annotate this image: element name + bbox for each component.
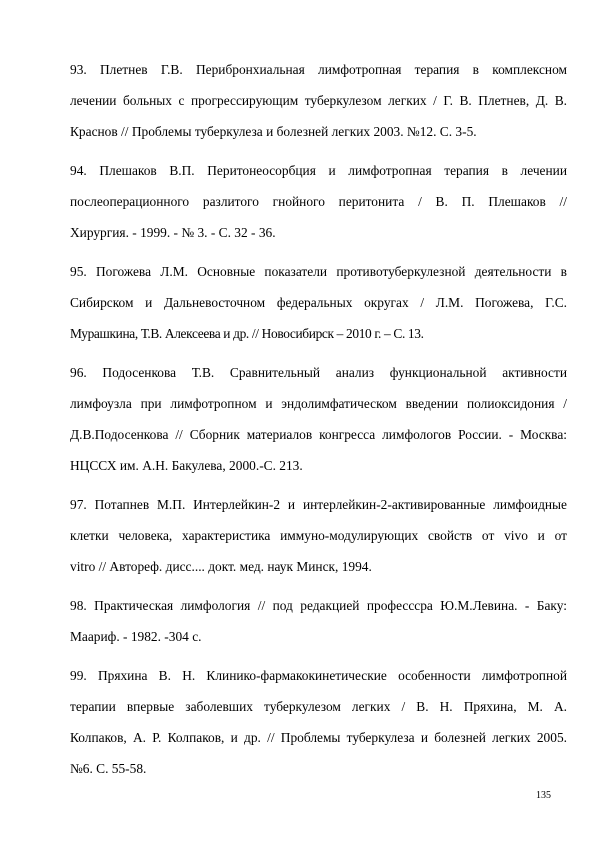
reference-line: Хирургия. - 1999. - № 3. - С. 32 - 36. xyxy=(70,225,276,240)
page-number: 135 xyxy=(536,790,551,801)
reference-line: Д.В.Подосенкова // Сборник материалов конгресса лимфологов России. - Москва: xyxy=(70,427,567,442)
reference-item-99 xyxy=(70,660,567,784)
reference-item-93 xyxy=(70,54,567,147)
reference-line: Маариф. - 1982. -304 с. xyxy=(70,629,202,644)
reference-line: 98. Практическая лимфология // под редакцией професссра Ю.М.Левина. - Баку: xyxy=(70,598,567,613)
reference-line: лимфоузла при лимфотропном и эндолимфатическом введении полиоксидония / xyxy=(70,396,567,411)
reference-line: Краснов // Проблемы туберкулеза и болезней легких 2003. №12. С. 3-5. xyxy=(70,124,477,139)
reference-line: 95. Погожева Л.М. Основные показатели противотуберкулезной деятельности в xyxy=(70,264,567,279)
reference-line: НЦССХ им. А.Н. Бакулева, 2000.-С. 213. xyxy=(70,458,303,473)
reference-line: 93. Плетнев Г.В. Перибронхиальная лимфотропная терапия в комплексном xyxy=(70,62,567,77)
reference-line: №6. С. 55-58. xyxy=(70,761,147,776)
reference-line: Колпаков, А. Р. Колпаков, и др. // Проблемы туберкулеза и болезней легких 2005. xyxy=(70,730,567,745)
reference-item-98 xyxy=(70,590,567,652)
reference-line: клетки человека, характеристика иммуно-модулирующих свойств от vivo и от xyxy=(70,528,567,543)
reference-line: 99. Пряхина В. Н. Клинико-фармакокинетические особенности лимфотропной xyxy=(70,668,567,683)
reference-line: 94. Плешаков В.П. Перитонеосорбция и лимфотропная терапия в лечении xyxy=(70,163,567,178)
reference-line: лечении больных с прогрессирующим туберкулезом легких / Г. В. Плетнев, Д. В. xyxy=(70,93,567,108)
reference-line: терапии впервые заболевших туберкулезом легких / В. Н. Пряхина, М. А. xyxy=(70,699,567,714)
reference-line: 97. Потапнев М.П. Интерлейкин-2 и интерлейкин-2-активированные лимфоидные xyxy=(70,497,567,512)
reference-line: 96. Подосенкова Т.В. Сравнительный анализ функциональной активности xyxy=(70,365,567,380)
reference-item-96 xyxy=(70,357,567,481)
reference-item-95 xyxy=(70,256,567,349)
reference-item-97 xyxy=(70,489,567,582)
reference-list xyxy=(70,54,567,792)
reference-line: послеоперационного разлитого гнойного перитонита / В. П. Плешаков // xyxy=(70,194,567,209)
reference-line: vitro // Автореф. дисс.... докт. мед. наук Минск, 1994. xyxy=(70,559,372,574)
reference-line: Мурашкина, Т.В. Алексеева и др. // Новосибирск – 2010 г. – С. 13. xyxy=(70,326,424,341)
reference-item-94 xyxy=(70,155,567,248)
reference-line: Сибирском и Дальневосточном федеральных округах / Л.М. Погожева, Г.С. xyxy=(70,295,567,310)
